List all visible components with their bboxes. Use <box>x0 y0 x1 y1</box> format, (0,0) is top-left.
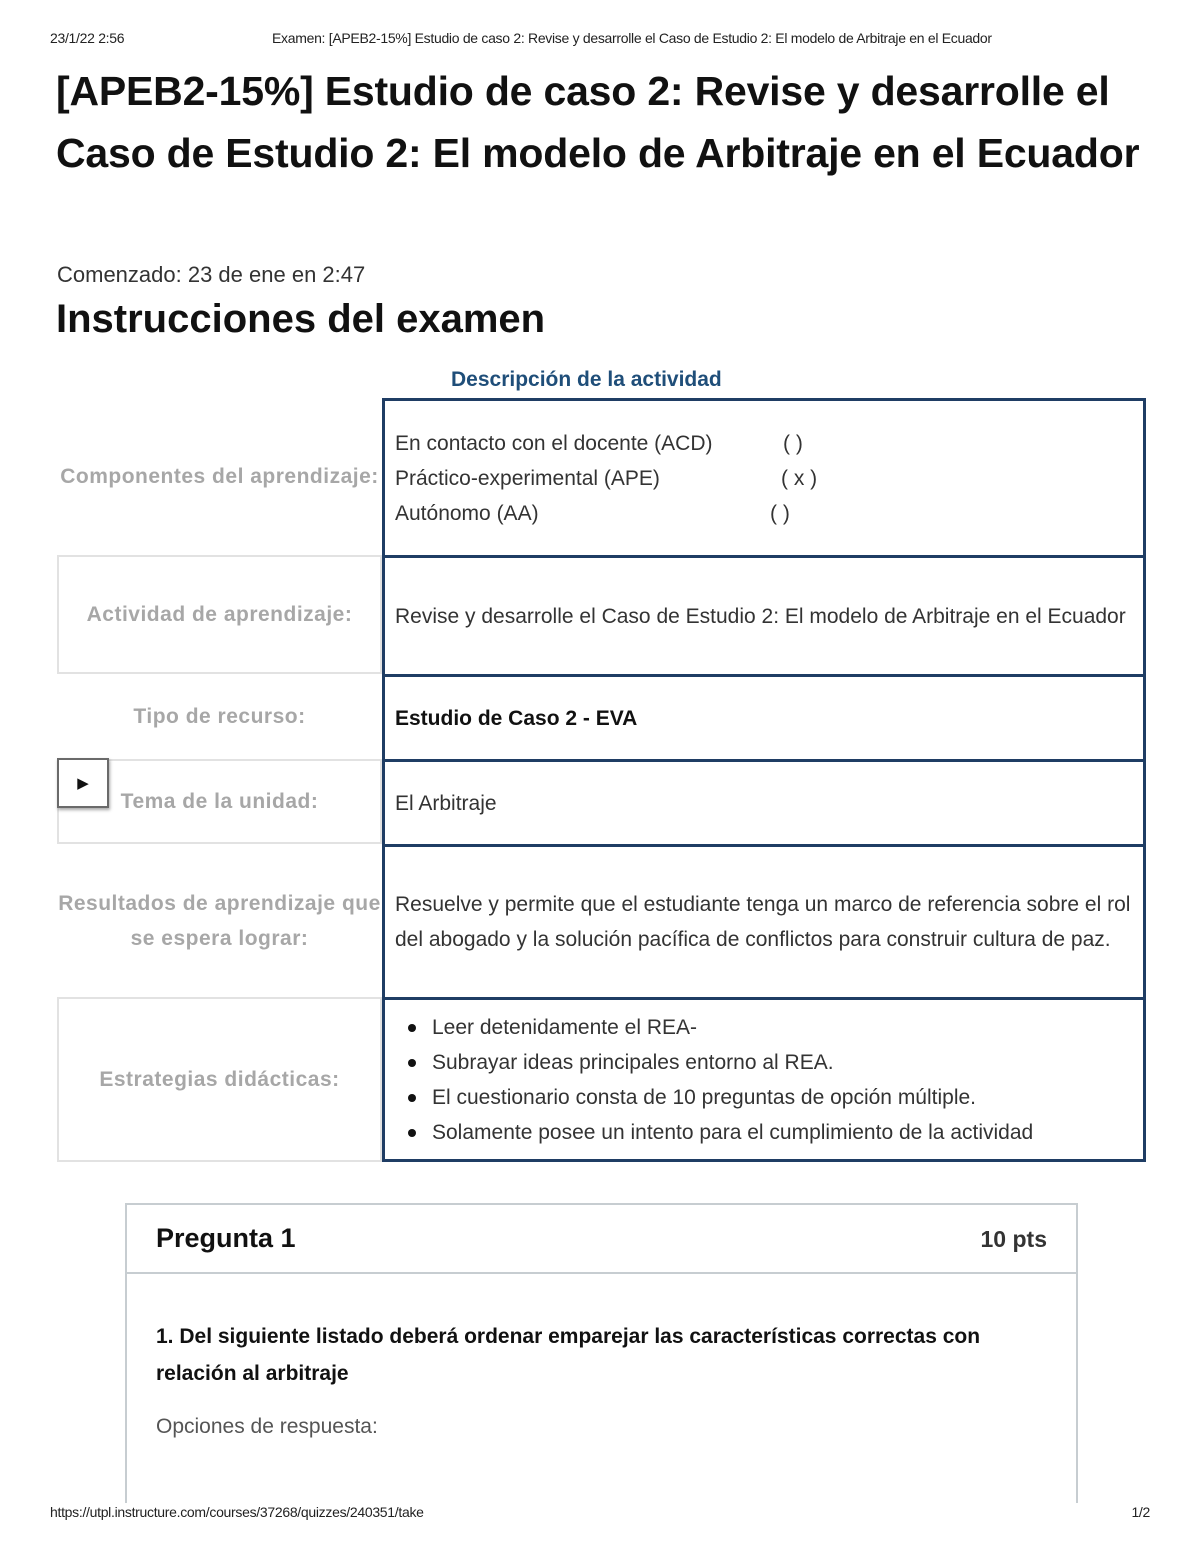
learning-outcomes-label <box>57 844 382 997</box>
components-label-text: Componentes del aprendizaje: <box>60 465 379 488</box>
learning-outcomes-value <box>382 844 1146 997</box>
resource-type-label <box>57 674 382 759</box>
learning-outcomes-text: Resuelve y permite que el estudiante tenga un marco de referencia sobre el rol del abogado y la solución pacífica de conflictos para construir cultura de paz. <box>395 893 1131 951</box>
didactic-strategies-label <box>57 997 382 1162</box>
activity-description-heading: Descripción de la actividad <box>451 368 722 391</box>
page-title: [APEB2-15%] Estudio de caso 2: Revise y desarrolle el Caso de Estudio 2: El modelo de Arbitraje en el Ecuador <box>56 68 1140 176</box>
list-item: Solamente posee un intento para el cumplimiento de la actividad <box>395 1115 1033 1150</box>
didactic-strategies-label-text: Estrategias didácticas: <box>99 1068 340 1091</box>
learning-activity-text: Revise y desarrolle el Caso de Estudio 2: El modelo de Arbitraje en el Ecuador <box>395 604 1126 628</box>
components-list <box>395 426 817 531</box>
question-header <box>127 1205 1076 1274</box>
unit-topic-text: El Arbitraje <box>395 791 497 815</box>
component-mark: ( x ) <box>781 466 818 490</box>
list-item: Subrayar ideas principales entorno al REA. <box>395 1045 1033 1080</box>
learning-activity-label <box>57 555 382 674</box>
components-value <box>382 398 1146 555</box>
component-name: Práctico-experimental (APE) <box>395 466 660 490</box>
question-text: 1. Del siguiente listado deberá ordenar emparejar las características correctas con relación al arbitraje <box>156 1325 981 1385</box>
play-button[interactable] <box>57 758 109 808</box>
question-card <box>125 1203 1078 1503</box>
question-title: Pregunta 1 <box>156 1223 296 1253</box>
learning-outcomes-label-text: Resultados de aprendizaje que se espera lograr: <box>58 891 381 950</box>
print-url: https://utpl.instructure.com/courses/37268/quizzes/240351/take <box>50 1504 424 1520</box>
didactic-strategies-value <box>382 997 1146 1162</box>
started-timestamp: Comenzado: 23 de ene en 2:47 <box>57 262 366 287</box>
unit-topic-label-text: Tema de la unidad: <box>120 790 319 813</box>
component-mark: ( ) <box>770 501 790 525</box>
resource-type-text: Estudio de Caso 2 - EVA <box>395 706 638 730</box>
print-title: Examen: [APEB2-15%] Estudio de caso 2: Revise y desarrolle el Caso de Estudio 2: El modelo de Arbitraje en el Ecuador <box>272 30 992 46</box>
learning-activity-value <box>382 555 1146 674</box>
component-name: En contacto con el docente (ACD) <box>395 431 713 455</box>
resource-type-value <box>382 674 1146 759</box>
page-number: 1/2 <box>1131 1504 1150 1520</box>
component-row <box>395 426 817 461</box>
list-item: El cuestionario consta de 10 preguntas de opción múltiple. <box>395 1080 1033 1115</box>
answer-options-label: Opciones de respuesta: <box>156 1415 378 1438</box>
play-icon: ▶ <box>77 775 89 792</box>
component-row <box>395 461 817 496</box>
instructions-title: Instrucciones del examen <box>56 297 546 341</box>
strategies-list <box>395 1010 1033 1150</box>
question-points: 10 pts <box>980 1226 1047 1252</box>
component-name: Autónomo (AA) <box>395 501 539 525</box>
learning-activity-label-text: Actividad de aprendizaje: <box>86 603 353 626</box>
components-label <box>57 398 382 555</box>
print-header <box>50 30 1150 52</box>
component-mark: ( ) <box>783 431 803 455</box>
list-item: Leer detenidamente el REA- <box>395 1010 1033 1045</box>
component-row <box>395 496 817 531</box>
print-date: 23/1/22 2:56 <box>50 30 125 46</box>
unit-topic-value <box>382 759 1146 844</box>
resource-type-label-text: Tipo de recurso: <box>133 705 306 728</box>
